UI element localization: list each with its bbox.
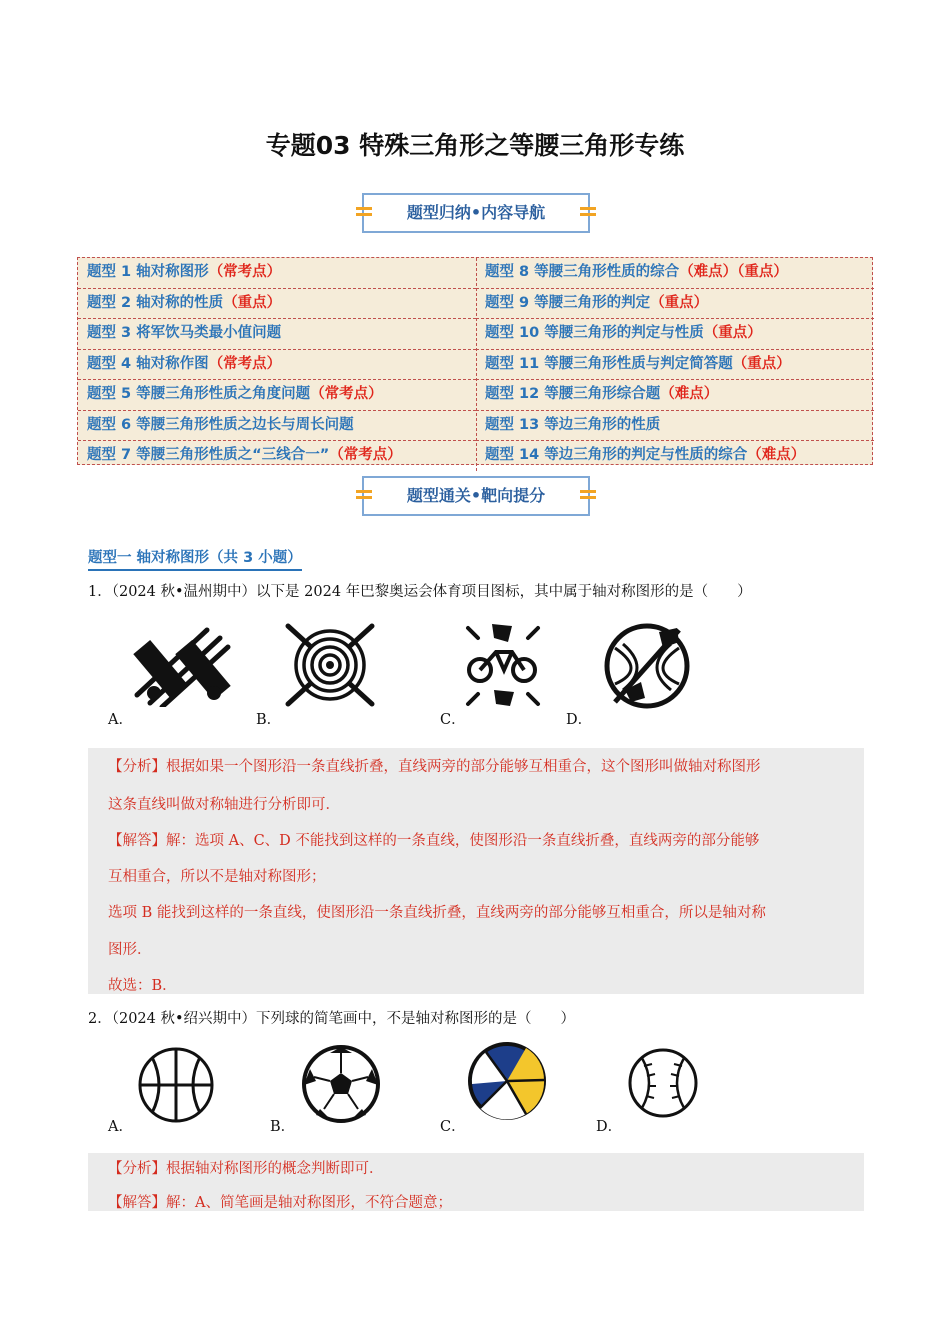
badminton-icon xyxy=(132,625,232,707)
banner-deco-icon xyxy=(580,204,596,222)
archery-target-icon xyxy=(284,622,376,708)
topic-item[interactable]: 题型 1 轴对称图形（常考点） xyxy=(78,258,476,289)
option-label: B． xyxy=(270,1119,296,1135)
option-label: D． xyxy=(566,712,593,728)
analysis-text: 【分析】根据轴对称图形的概念判断即可． xyxy=(108,1161,384,1177)
solution-text: 互相重合，所以不是轴对称图形； xyxy=(108,869,326,885)
banner-deco-icon xyxy=(580,487,596,505)
topic-item[interactable]: 题型 11 等腰三角形性质与判定简答题（重点） xyxy=(476,350,874,381)
topic-item[interactable]: 题型 5 等腰三角形性质之角度问题（常考点） xyxy=(78,380,476,411)
topic-column-left xyxy=(78,258,477,471)
option-label: C． xyxy=(440,1119,466,1135)
soccer-ball-icon xyxy=(300,1043,382,1125)
volleyball-icon xyxy=(466,1040,548,1122)
question-1-stem: 1．（2024 秋•温州期中）以下是 2024 年巴黎奥运会体育项目图标，其中属于轴对称图形的是（ ） xyxy=(88,584,752,600)
topic-item[interactable]: 题型 14 等边三角形的判定与性质的综合（难点） xyxy=(485,447,806,463)
question-2-stem: 2．（2024 秋•绍兴期中）下列球的简笔画中，不是轴对称图形的是（ ） xyxy=(88,1011,576,1027)
basketball-icon xyxy=(136,1045,216,1125)
topic-item[interactable]: 题型 8 等腰三角形性质的综合（难点）（重点） xyxy=(476,258,874,289)
solution-text: 图形． xyxy=(108,942,152,958)
analysis-text: 这条直线叫做对称轴进行分析即可． xyxy=(108,797,340,813)
choice-text: 故选：B． xyxy=(108,978,177,994)
analysis-text: 【分析】根据如果一个图形沿一条直线折叠，直线两旁的部分能够互相重合，这个图形叫做轴对称图形 xyxy=(108,759,761,775)
option-label: A． xyxy=(108,712,133,728)
section-banner-navigation xyxy=(362,193,590,233)
topic-item[interactable]: 题型 9 等腰三角形的判定（重点） xyxy=(476,289,874,320)
solution-text: 【解答】解：A、简笔画是轴对称图形，不符合题意； xyxy=(108,1195,452,1211)
section-heading: 题型一 轴对称图形（共 3 小题） xyxy=(88,546,302,571)
skating-icon xyxy=(597,620,705,710)
option-label: D． xyxy=(596,1119,623,1135)
page-title: 专题03 特殊三角形之等腰三角形专练 xyxy=(265,131,685,160)
baseball-icon xyxy=(626,1046,700,1120)
banner-label: 题型归纳•内容导航 xyxy=(406,203,546,222)
topic-column-right xyxy=(476,258,874,471)
topic-item[interactable]: 题型 13 等边三角形的性质 xyxy=(476,411,874,442)
solution-text: 【解答】解：选项 A、C、D 不能找到这样的一条直线，使图形沿一条直线折叠，直线两旁的部分能够 xyxy=(108,833,760,849)
topic-item[interactable]: 题型 7 等腰三角形性质之“三线合一”（常考点） xyxy=(87,447,402,463)
option-label: A． xyxy=(108,1119,133,1135)
cycling-icon xyxy=(464,620,542,708)
topic-table xyxy=(77,257,873,465)
topic-item[interactable]: 题型 4 轴对称作图（常考点） xyxy=(78,350,476,381)
topic-item[interactable]: 题型 10 等腰三角形的判定与性质（重点） xyxy=(476,319,874,350)
topic-item[interactable]: 题型 2 轴对称的性质（重点） xyxy=(78,289,476,320)
solution-text: 选项 B 能找到这样的一条直线，使图形沿一条直线折叠，直线两旁的部分能够互相重合，所以是轴对称 xyxy=(108,905,766,921)
option-label: B． xyxy=(256,712,282,728)
topic-item[interactable]: 题型 6 等腰三角形性质之边长与周长问题 xyxy=(78,411,476,442)
question-1-answer xyxy=(88,748,864,994)
banner-deco-icon xyxy=(356,204,372,222)
topic-item[interactable]: 题型 3 将军饮马类最小值问题 xyxy=(78,319,476,350)
option-label: C． xyxy=(440,712,466,728)
banner-label: 题型通关•靶向提分 xyxy=(406,486,546,505)
banner-deco-icon xyxy=(356,487,372,505)
section-banner-practice xyxy=(362,476,590,516)
topic-item[interactable]: 题型 12 等腰三角形综合题（难点） xyxy=(476,380,874,411)
question-2-answer xyxy=(88,1153,864,1211)
